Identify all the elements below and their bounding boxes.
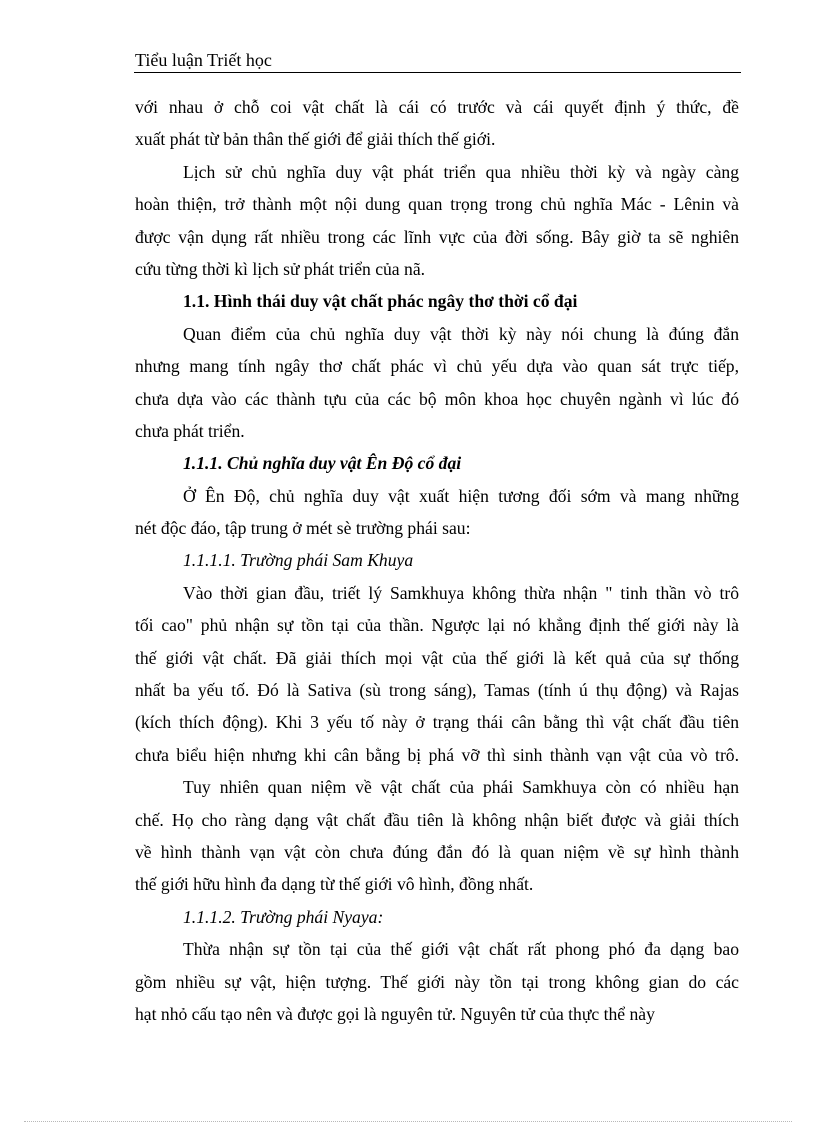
subsubsection-heading: 1.1.1.2. Trường phái Nyaya: — [183, 906, 384, 927]
page-bottom-divider — [24, 1121, 792, 1122]
body-line: Quan điểm của chủ nghĩa duy vật thời kỳ này nói chung là đúng đắn — [183, 323, 739, 344]
body-line: chưa dựa vào các thành tựu của các bộ môn khoa học chuyên ngành vì lúc đó — [135, 388, 739, 409]
body-line: Lịch sử chủ nghĩa duy vật phát triển qua nhiều thời kỳ và ngày càng — [183, 161, 739, 182]
body-line: nhưng mang tính ngây thơ chất phác vì chủ yếu dựa vào quan sát trực tiếp, — [135, 356, 739, 377]
page-header — [134, 48, 741, 73]
body-line: thế giới hữu hình đa dạng từ thế giới vô hình, đồng nhất. — [135, 874, 534, 895]
subsection-heading: 1.1.1. Chủ nghĩa duy vật Ên Độ cổ đại — [183, 453, 462, 474]
body-line: chế. Họ cho ràng dạng vật chất đầu tiên là không nhận biết được và giải thích — [135, 809, 739, 830]
body-line: chưa biểu hiện nhưng khi cân bằng bị phá vỡ thì sinh thành vạn vật của vò trô. — [135, 744, 739, 765]
body-line: Tuy nhiên quan niệm về vật chất của phái Samkhuya còn có nhiều hạn — [183, 777, 739, 798]
body-line: được vận dụng rất nhiều trong các lĩnh vực của đời sống. Bây giờ ta sẽ nghiên — [135, 226, 739, 247]
body-line: nét độc đáo, tập trung ở mét sè trường phái sau: — [135, 518, 471, 539]
body-line: Thừa nhận sự tồn tại của thế giới vật chất rất phong phó đa dạng bao — [183, 939, 739, 960]
body-line: cứu từng thời kì lịch sử phát triển của nã. — [135, 258, 426, 279]
subsubsection-heading: 1.1.1.1. Trường phái Sam Khuya — [183, 550, 414, 571]
section-heading: 1.1. Hình thái duy vật chất phác ngây thơ thời cổ đại — [183, 291, 578, 312]
body-line: thế giới vật chất. Đã giải thích mọi vật của thế giới là kết quả của sự thống — [135, 647, 739, 668]
document-body — [135, 91, 739, 1030]
body-line: gồm nhiều sự vật, hiện tượng. Thế giới này tồn tại trong không gian do các — [135, 971, 739, 992]
header-title: Tiểu luận Triết học — [135, 50, 272, 70]
body-line: với nhau ở chỗ coi vật chất là cái có trước và cái quyết định ý thức, đề — [135, 97, 739, 117]
body-line: hoàn thiện, trở thành một nội dung quan trọng trong chủ nghĩa Mác - Lênin và — [135, 194, 739, 215]
body-line: chưa phát triển. — [135, 420, 245, 441]
body-line: về hình thành vạn vật còn chưa đúng đắn đó là quan niệm về sự hình thành — [135, 841, 739, 862]
body-line: Vào thời gian đầu, triết lý Samkhuya không thừa nhận " tinh thần vò trô — [183, 582, 739, 603]
body-line: xuất phát từ bản thân thế giới để giải thích thế giới. — [135, 129, 496, 150]
body-line: hạt nhỏ cấu tạo nên và được gọi là nguyên tử. Nguyên tử của thực thể này — [135, 1003, 655, 1024]
body-line: Ở Ên Độ, chủ nghĩa duy vật xuất hiện tương đối sớm và mang những — [183, 485, 739, 506]
body-line: nhất ba yếu tố. Đó là Sativa (sù trong sáng), Tamas (tính ú thụ động) và Rajas — [135, 680, 739, 701]
body-line: tối cao" phủ nhận sự tồn tại của thần. Ngược lại nó khẳng định thế giới này là — [135, 615, 739, 636]
body-line: (kích thích động). Khi 3 yếu tố này ở trạng thái cân bằng thì vật chất đầu tiên — [135, 712, 739, 733]
